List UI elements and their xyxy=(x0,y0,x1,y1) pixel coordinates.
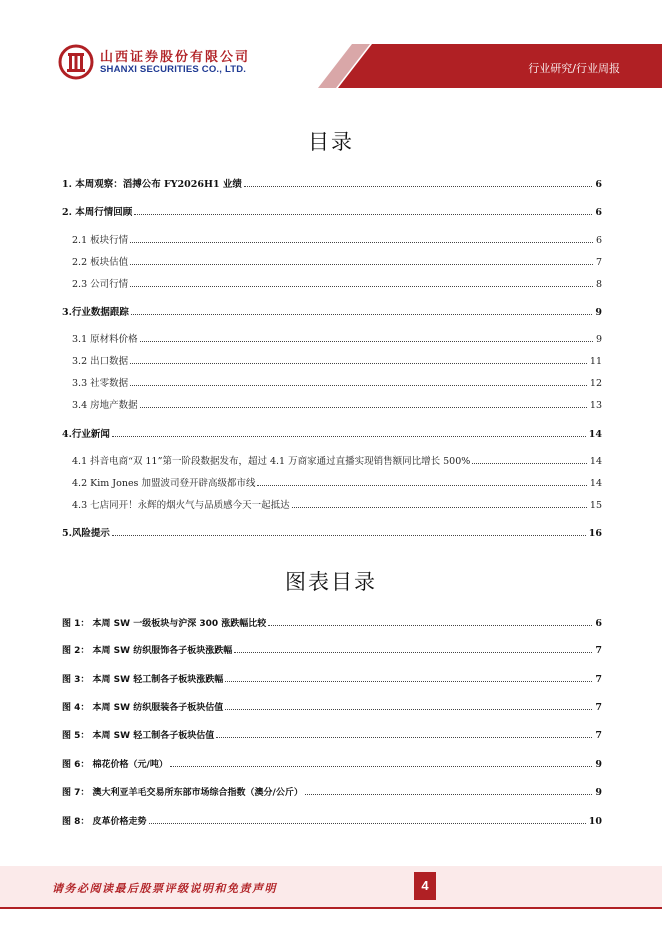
dot-leader xyxy=(225,709,592,710)
toc-entry[interactable] xyxy=(72,397,602,411)
dot-leader xyxy=(472,463,587,464)
toc-entry-label: 2. 本周行情回顾 xyxy=(62,207,133,218)
dot-leader xyxy=(130,264,593,265)
toc-entry[interactable] xyxy=(72,475,602,489)
figure-entry-page: 10 xyxy=(588,816,602,827)
figure-entry[interactable] xyxy=(62,814,602,827)
dot-leader xyxy=(225,681,592,682)
figure-entry[interactable] xyxy=(62,700,602,713)
toc-entry-page: 15 xyxy=(589,500,602,511)
figure-entry-label: 图 4： 本周 SW 纺织服装各子板块估值 xyxy=(62,703,224,713)
toc-entry-label: 4.2 Kim Jones 加盟波司登开辟高级都市线 xyxy=(72,478,256,489)
page-header xyxy=(0,0,662,90)
figure-entry-label: 图 1： 本周 SW 一级板块与沪深 300 涨跌幅比较 xyxy=(62,619,267,629)
toc-entry-page: 12 xyxy=(589,378,602,389)
dot-leader xyxy=(130,385,587,386)
company-logo-icon xyxy=(58,44,94,80)
figure-entry-page: 9 xyxy=(595,787,602,798)
toc-entry[interactable] xyxy=(62,426,602,440)
figure-entry-page: 7 xyxy=(595,645,602,656)
toc-entry-page: 14 xyxy=(588,429,602,440)
figure-entry[interactable] xyxy=(62,785,602,798)
toc-entry[interactable] xyxy=(72,232,602,246)
toc-entry-label: 5.风险提示 xyxy=(62,528,110,539)
figure-entry-label: 图 8： 皮革价格走势 xyxy=(62,817,147,827)
company-name-cn: 山西证券股份有限公司 xyxy=(100,50,251,65)
toc-entry[interactable] xyxy=(72,331,602,345)
figure-entry-label: 图 7： 澳大利亚羊毛交易所东部市场综合指数（澳分/公斤） xyxy=(62,788,303,798)
toc-entry-label: 3.4 房地产数据 xyxy=(72,400,138,411)
dot-leader xyxy=(112,436,586,437)
toc-entry[interactable] xyxy=(72,453,602,467)
figure-entry-page: 9 xyxy=(595,759,602,770)
dot-leader xyxy=(257,485,586,486)
toc-entry-page: 14 xyxy=(589,478,602,489)
page-number: 4 xyxy=(414,872,436,900)
dot-leader xyxy=(140,341,593,342)
figure-entry-page: 6 xyxy=(595,618,602,629)
toc-entry-page: 7 xyxy=(595,257,602,268)
dot-leader xyxy=(130,242,593,243)
dot-leader xyxy=(244,186,592,187)
figure-entry-label: 图 5： 本周 SW 轻工制各子板块估值 xyxy=(62,731,215,741)
dot-leader xyxy=(268,625,592,626)
dot-leader xyxy=(130,363,587,364)
toc-entry[interactable] xyxy=(72,276,602,290)
toc-entry-page: 13 xyxy=(589,400,602,411)
toc-entry-label: 3.2 出口数据 xyxy=(72,356,129,367)
toc-entry[interactable] xyxy=(72,497,602,511)
toc-entry-page: 6 xyxy=(595,179,602,190)
figure-entry-page: 7 xyxy=(595,674,602,685)
dot-leader xyxy=(305,794,593,795)
figure-entry-label: 图 6： 棉花价格（元/吨） xyxy=(62,760,168,770)
dot-leader xyxy=(149,823,586,824)
toc-entry-label: 3.1 原材料价格 xyxy=(72,334,138,345)
dot-leader xyxy=(170,766,593,767)
toc-entry[interactable] xyxy=(62,525,602,539)
toc-entry-page: 9 xyxy=(595,307,602,318)
toc-entry[interactable] xyxy=(62,204,602,218)
report-category: 行业研究/行业周报 xyxy=(528,62,620,75)
toc-title: 目录 xyxy=(308,130,354,154)
toc-entry-label: 2.3 公司行情 xyxy=(72,279,129,290)
toc-entry-page: 8 xyxy=(595,279,602,290)
toc-entry-label: 4.3 七店同开！永辉的烟火气与品质感今天一起抵达 xyxy=(72,500,290,511)
toc-entry-page: 6 xyxy=(595,207,602,218)
toc-entry-page: 11 xyxy=(589,356,602,367)
figure-entry-label: 图 3： 本周 SW 轻工制各子板块涨跌幅 xyxy=(62,675,224,685)
company-name-en: SHANXI SECURITIES CO., LTD. xyxy=(100,64,247,75)
dot-leader xyxy=(130,286,593,287)
toc-entry-label: 2.1 板块行情 xyxy=(72,235,129,246)
figure-entry[interactable] xyxy=(62,616,602,629)
dot-leader xyxy=(140,407,587,408)
dot-leader xyxy=(134,214,592,215)
toc-entry-label: 3.行业数据跟踪 xyxy=(62,307,129,318)
toc-entry-label: 4.1 抖音电商“双 11”第一阶段数据发布，超过 4.1 万商家通过直播实现销售额同比增长 500% xyxy=(72,456,471,467)
toc-entry-page: 16 xyxy=(588,528,602,539)
toc-entry-label: 2.2 板块估值 xyxy=(72,257,129,268)
disclaimer-notice: 请务必阅读最后股票评级说明和免责声明 xyxy=(52,882,277,895)
dot-leader xyxy=(234,652,592,653)
toc-entry-page: 14 xyxy=(589,456,602,467)
toc-entry-label: 3.3 社零数据 xyxy=(72,378,129,389)
toc-entry-label: 4.行业新闻 xyxy=(62,429,110,440)
dot-leader xyxy=(216,737,592,738)
figure-entry-page: 7 xyxy=(595,702,602,713)
toc-entry[interactable] xyxy=(62,304,602,318)
dot-leader xyxy=(292,507,587,508)
figure-entry[interactable] xyxy=(62,643,602,656)
figure-entry[interactable] xyxy=(62,757,602,770)
figure-entry-label: 图 2： 本周 SW 纺织服饰各子板块涨跌幅 xyxy=(62,646,233,656)
figure-entry[interactable] xyxy=(62,672,602,685)
dot-leader xyxy=(112,535,586,536)
toc-entry-page: 6 xyxy=(595,235,602,246)
figures-toc-title: 图表目录 xyxy=(285,570,377,594)
toc-entry[interactable] xyxy=(72,254,602,268)
toc-entry[interactable] xyxy=(62,176,602,190)
dot-leader xyxy=(131,314,592,315)
figure-entry-page: 7 xyxy=(595,730,602,741)
toc-entry-page: 9 xyxy=(595,334,602,345)
toc-entry[interactable] xyxy=(72,353,602,367)
toc-entry-label: 1. 本周观察：滔搏公布 FY2026H1 业绩 xyxy=(62,179,242,190)
header-band xyxy=(0,0,662,90)
figure-entry[interactable] xyxy=(62,728,602,741)
toc-entry[interactable] xyxy=(72,375,602,389)
